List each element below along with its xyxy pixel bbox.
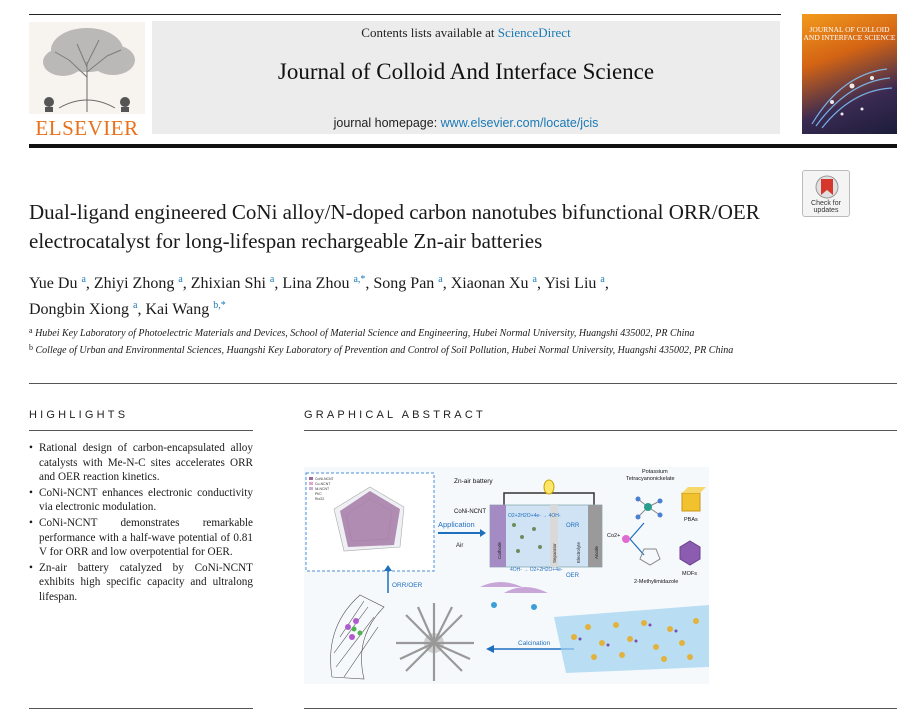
- check-for-updates-line2: updates: [813, 207, 839, 214]
- author-name[interactable]: Yisi Liu: [544, 275, 597, 292]
- legend-ni-ncnt: Ni-NCNT: [315, 487, 330, 491]
- bookmark-icon: [803, 173, 851, 201]
- author-name[interactable]: Yue Du: [29, 275, 78, 292]
- anode-label: Anode: [594, 545, 599, 559]
- legend-coni-ncnt: CoNi-NCNT: [315, 477, 334, 481]
- highlights-rule: [29, 430, 253, 431]
- journal-title: Journal of Colloid And Interface Science: [277, 59, 655, 84]
- graphical-abstract-bottom-rule: [304, 708, 897, 709]
- potassium-label: Potassium: [642, 469, 668, 475]
- affiliation-item: [29, 324, 789, 341]
- affiliation-sup: b: [29, 343, 33, 352]
- author-affiliation-sup[interactable]: a: [178, 274, 183, 285]
- highlights-bottom-rule: [29, 708, 253, 709]
- check-for-updates-label: [803, 200, 849, 214]
- affiliation-text: College of Urban and Environmental Sciences, Huangshi Key Laboratory of Prevention and Control of Soil Pollution, Hubei Normal University, Huangshi 435002, PR China: [35, 345, 734, 356]
- author-name[interactable]: Zhiyi Zhong: [93, 275, 175, 292]
- author-name[interactable]: Song Pan: [373, 275, 435, 292]
- check-for-updates-badge[interactable]: [802, 170, 850, 217]
- homepage-prefix: journal homepage:: [333, 116, 438, 130]
- author-affiliation-sup[interactable]: a: [532, 274, 537, 285]
- zn-air-battery-label: Zn-air battery: [454, 478, 493, 485]
- author-name[interactable]: Zhixian Shi: [190, 275, 266, 292]
- oer-label: OER: [566, 573, 580, 579]
- separator-label: Separator: [552, 543, 557, 563]
- radar-chart-panel: [306, 473, 434, 571]
- affiliation-sup: a: [29, 326, 33, 335]
- highlight-item: • CoNi-NCNT demonstrates remarkable performance with a half-wave potential of 0.81 V for ORR and low overpotential for OER.: [29, 516, 253, 560]
- paper-title: Dual-ligand engineered CoNi alloy/N-doped carbon nanotubes bifunctional ORR/OER electrocatalyst for long-lifespan rechargeable Zn-air batteries: [29, 200, 760, 253]
- author-affiliation-sup[interactable]: a: [600, 274, 605, 285]
- affiliation-list: [29, 324, 789, 358]
- highlight-item: • Rational design of carbon-encapsulated alloy catalysts with Me-N-C sites accelerates ORR and OER reaction kinetics.: [29, 441, 253, 485]
- electrolyte-label: Electrolyte: [576, 541, 581, 563]
- affiliation-text: Hubei Key Laboratory of Photoelectric Materials and Devices, School of Material Science and Engineering, Hubei Normal University, Huangshi 435002, PR China: [35, 328, 695, 339]
- contents-prefix: Contents lists available at: [361, 25, 495, 40]
- author-name[interactable]: Dongbin Xiong: [29, 301, 129, 318]
- tetracyanonickelate-label: Tetracyanonickelate: [626, 476, 675, 482]
- legend-ruo2: RuO2: [315, 497, 325, 501]
- contents-line: [152, 25, 780, 41]
- journal-masthead: [152, 21, 780, 134]
- homepage-line: [152, 116, 780, 130]
- highlights-heading: HIGHLIGHTS: [29, 409, 129, 421]
- highlights-list: [29, 441, 253, 606]
- author-name[interactable]: Xiaonan Xu: [450, 275, 529, 292]
- air-label: Air: [456, 543, 464, 549]
- author-affiliation-sup[interactable]: a,*: [353, 274, 366, 285]
- orr-oer-label: ORR/OER: [392, 582, 423, 589]
- header-thick-rule: [29, 144, 897, 148]
- oer-equation: 4OH- → O2+2H2O+4e-: [510, 567, 563, 573]
- author-affiliation-sup[interactable]: a: [81, 274, 86, 285]
- check-for-updates-line1: Check for: [811, 200, 841, 207]
- header-top-rule: [29, 14, 781, 15]
- orr-label: ORR: [566, 523, 580, 529]
- legend-co-ncnt: Co-NCNT: [315, 482, 331, 486]
- pbas-label: PBAs: [684, 517, 698, 523]
- application-label: Application: [438, 520, 475, 529]
- highlight-item: • CoNi-NCNT enhances electronic conductivity via electronic modulation.: [29, 486, 253, 515]
- graphical-abstract-rule: [304, 430, 897, 431]
- section-divider: [29, 383, 897, 384]
- author-affiliation-sup[interactable]: a: [438, 274, 443, 285]
- affiliation-item: [29, 341, 789, 358]
- author-name[interactable]: Kai Wang: [145, 301, 210, 318]
- journal-homepage-link[interactable]: www.elsevier.com/locate/jcis: [440, 116, 599, 130]
- author-affiliation-sup[interactable]: a: [269, 274, 275, 285]
- journal-cover-image[interactable]: [802, 14, 897, 134]
- orr-equation: O2+2H2O+4e- → 4OH-: [508, 513, 561, 519]
- elsevier-wordmark: ELSEVIER: [35, 116, 139, 140]
- cathode-label: Cathode: [497, 541, 502, 559]
- calcination-label: Calcination: [518, 640, 551, 647]
- cobalt-ion-label: Co2+: [607, 533, 621, 539]
- mofs-label: MOFs: [682, 571, 697, 577]
- author-name[interactable]: Lina Zhou: [282, 275, 350, 292]
- cover-title: JOURNAL OF COLLOID AND INTERFACE SCIENCE: [803, 25, 896, 42]
- sciencedirect-link[interactable]: ScienceDirect: [497, 25, 571, 40]
- highlight-item: • Zn-air battery catalyzed by CoNi-NCNT exhibits high specific capacity and ultralong lifespan.: [29, 561, 253, 605]
- graphical-abstract-figure[interactable]: [304, 467, 709, 684]
- coni-ncnt-label: CoNi-NCNT: [454, 509, 486, 515]
- author-affiliation-sup[interactable]: a: [133, 300, 138, 311]
- author-list: Yue Du $^a$, Zhiyi Zhong $^a$, Zhixian Shi $^a$, Lina Zhou $^{a,*}$, Song Pan $^a$, Xiaonan Xu $^a$, Yisi Liu $^a$, Dongbin Xiong $^a$, Kai Wang $^{b,*}$: [29, 274, 609, 318]
- coni-particle-sheet: [554, 605, 709, 673]
- methylimidazole-label: 2-Methylimidazole: [634, 579, 679, 585]
- graphical-abstract-heading: GRAPHICAL ABSTRACT: [304, 409, 486, 421]
- author-affiliation-sup[interactable]: b,*: [213, 300, 226, 311]
- legend-ptc: Pt/C: [315, 492, 322, 496]
